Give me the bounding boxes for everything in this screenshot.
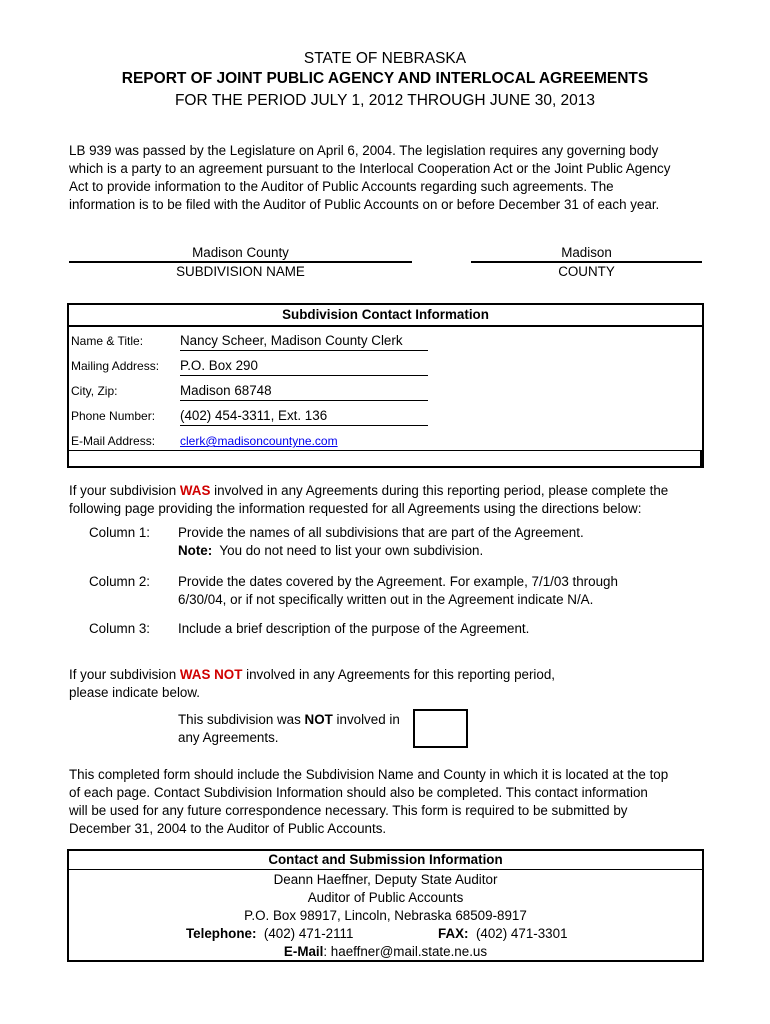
contact-box-title: Subdivision Contact Information <box>282 307 489 322</box>
contact-row-phone <box>69 404 702 429</box>
report-title: REPORT OF JOINT PUBLIC AGENCY AND INTERLOCAL AGREEMENTS <box>121 70 649 87</box>
subdivision-name-value[interactable]: Madison County <box>192 245 289 260</box>
county-value[interactable]: Madison <box>561 245 612 260</box>
column-1-label: Column 1: <box>89 525 151 540</box>
email-label: E-Mail Address: <box>71 434 156 448</box>
closing-line: will be used for any future correspondence necessary. This form is required to be submitted by <box>69 803 628 818</box>
county-label: COUNTY <box>558 264 615 279</box>
auditor-fax: FAX: (402) 471-3301 <box>438 926 568 941</box>
phone-label: Phone Number: <box>71 409 156 423</box>
phone-field[interactable]: (402) 454-3311, Ext. 136 <box>180 406 428 426</box>
mailing-address-label: Mailing Address: <box>71 359 160 373</box>
was-not-emphasis: WAS NOT <box>179 667 243 682</box>
was-not-line: please indicate below. <box>69 685 201 700</box>
intro-line: information is to be filed with the Auditor of Public Accounts on or before December 31 of each year. <box>69 197 660 212</box>
contact-title-divider <box>69 325 702 327</box>
note-label: Note: <box>178 543 213 558</box>
period-title: FOR THE PERIOD JULY 1, 2012 THROUGH JUNE 30, 2013 <box>174 92 596 109</box>
contact-row-city <box>69 379 702 404</box>
column-3-label: Column 3: <box>89 621 151 636</box>
contact-corner <box>700 450 702 466</box>
column-3-text: Include a brief description of the purpose of the Agreement. <box>178 621 530 636</box>
state-title: STATE OF NEBRASKA <box>303 50 467 67</box>
name-title-field[interactable]: Nancy Scheer, Madison County Clerk <box>180 331 428 351</box>
was-not-line: If your subdivision WAS NOT involved in any Agreements for this reporting period, <box>69 667 556 682</box>
city-zip-field[interactable]: Madison 68748 <box>180 381 428 401</box>
mailing-address-field[interactable]: P.O. Box 290 <box>180 356 428 376</box>
was-emphasis: WAS <box>179 483 211 498</box>
auditor-office: Auditor of Public Accounts <box>307 890 464 905</box>
was-line: If your subdivision WAS involved in any Agreements during this reporting period, please complete the <box>69 483 669 498</box>
not-involved-checkbox[interactable] <box>413 709 468 748</box>
was-line: following page providing the information requested for all Agreements using the directions below: <box>69 501 642 516</box>
closing-line: December 31, 2004 to the Auditor of Public Accounts. <box>69 821 387 836</box>
auditor-telephone: Telephone: (402) 471-2111 <box>186 926 354 941</box>
column-1-text: Provide the names of all subdivisions that are part of the Agreement. Note: You do not need to list your own subdivision. <box>178 525 584 558</box>
contact-row-name <box>69 329 702 354</box>
intro-paragraph <box>69 142 709 214</box>
name-title-label: Name & Title: <box>71 334 144 348</box>
was-not-paragraph <box>69 666 709 702</box>
contact-bottom-divider <box>69 450 702 451</box>
submission-title: Contact and Submission Information <box>268 852 503 867</box>
contact-row-address <box>69 354 702 379</box>
auditor-email[interactable]: E-Mail: haeffner@mail.state.ne.us <box>283 944 488 959</box>
email-field[interactable] <box>180 431 428 451</box>
closing-line: of each page. Contact Subdivision Information should also be completed. This contact information <box>69 785 648 800</box>
intro-line: Act to provide information to the Auditor of Public Accounts regarding such agreements. The <box>69 179 614 194</box>
email-link[interactable]: clerk@madisoncountyne.com <box>180 434 338 448</box>
auditor-name: Deann Haeffner, Deputy State Auditor <box>273 872 498 887</box>
subdivision-name-label: SUBDIVISION NAME <box>176 264 305 279</box>
intro-line: which is a party to an agreement pursuant to the Interlocal Cooperation Act or the Joint Public Agency <box>69 161 671 176</box>
was-paragraph <box>69 482 719 518</box>
city-zip-label: City, Zip: <box>71 384 118 398</box>
closing-line: This completed form should include the Subdivision Name and County in which it is located at the top <box>69 767 669 782</box>
auditor-address: P.O. Box 98917, Lincoln, Nebraska 68509-8917 <box>244 908 527 923</box>
submission-divider <box>69 869 702 870</box>
column-2-text: Provide the dates covered by the Agreement. For example, 7/1/03 through 6/30/04, or if not specifically written out in the Agreement indicate N/A. <box>178 574 618 607</box>
not-involved-label: This subdivision was NOT involved in any Agreements. <box>178 712 400 745</box>
closing-paragraph <box>69 766 709 838</box>
column-2-label: Column 2: <box>89 574 151 589</box>
intro-line: LB 939 was passed by the Legislature on April 6, 2004. The legislation requires any governing body <box>69 143 659 158</box>
